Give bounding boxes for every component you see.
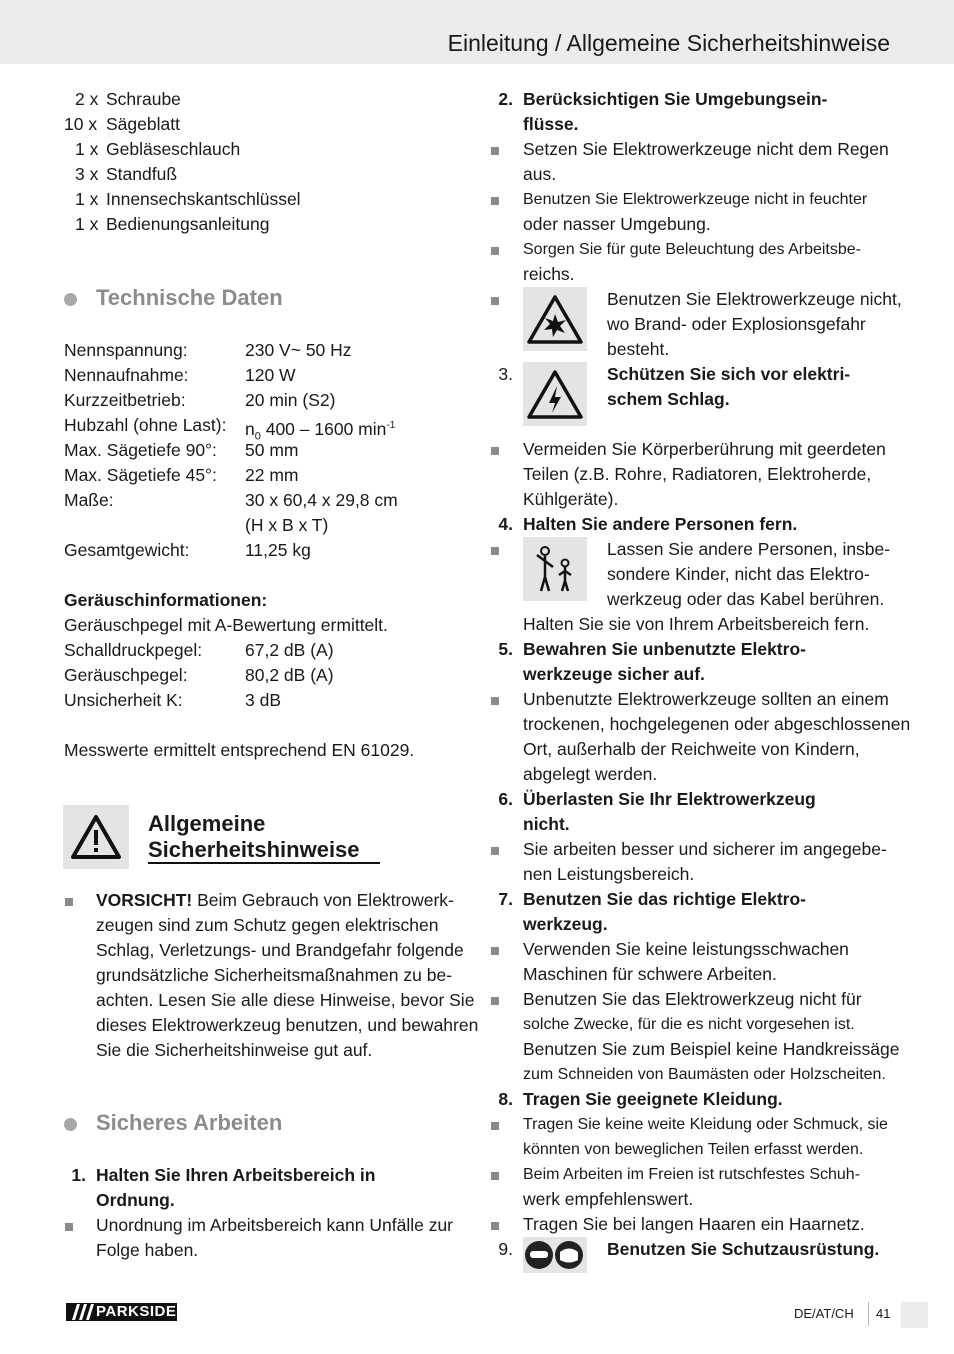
spec-label: Hubzahl (ohne Last): — [64, 415, 227, 435]
spec-value: 30 x 60,4 x 29,8 cm — [245, 490, 398, 510]
bullet-text: zum Schneiden von Baumästen oder Holzscheiten. — [523, 1066, 886, 1083]
bullet-icon — [491, 1122, 499, 1130]
bullet-text: trockenen, hochgelegenen oder abgeschlossenen — [523, 714, 911, 734]
item-heading: schem Schlag. — [607, 389, 730, 409]
caution-line: achten. Lesen Sie alle diese Hinweise, bevor Sie — [96, 990, 475, 1010]
bullet-text: Tragen Sie bei langen Haaren ein Haarnetz. — [523, 1214, 865, 1234]
item-heading: flüsse. — [523, 114, 579, 134]
bullet-icon — [491, 997, 499, 1005]
item-number: 9. — [498, 1239, 513, 1259]
bullet-icon — [491, 147, 499, 155]
footer-divider — [868, 1302, 869, 1326]
caution-text: Beim Gebrauch von Elektrowerk- — [192, 890, 454, 910]
noise-value: 80,2 dB (A) — [245, 665, 334, 685]
bullet-text: Sorgen Sie für gute Beleuchtung des Arbeitsbe- — [523, 241, 861, 258]
item-heading: Halten Sie andere Personen fern. — [523, 514, 798, 534]
scope-item: Gebläseschlauch — [106, 139, 241, 159]
protective-equipment-icon — [523, 1237, 587, 1273]
item-heading: werkzeuge sicher auf. — [523, 664, 705, 684]
noise-label: Schalldruckpegel: — [64, 640, 203, 660]
noise-intro: Geräuschpegel mit A-Bewertung ermittelt. — [64, 615, 388, 635]
bullet-text: Teilen (z.B. Rohre, Radiatoren, Elektroherde, — [523, 464, 872, 484]
caution-line: Sie die Sicherheitshinweise gut auf. — [96, 1040, 373, 1060]
bullet-icon — [491, 1172, 499, 1180]
bullet-text: werkzeug oder das Kabel berühren. — [607, 589, 885, 609]
caution-line — [96, 888, 454, 913]
scope-qty: 1 x — [75, 214, 99, 234]
bullet-text: nen Leistungsbereich. — [523, 864, 695, 884]
spec-value: 120 W — [245, 365, 296, 385]
bullet-text: Verwenden Sie keine leistungsschwachen — [523, 939, 849, 959]
bullet-text: Kühlgeräte). — [523, 489, 619, 509]
item-heading: nicht. — [523, 814, 570, 834]
bullet-icon — [491, 697, 499, 705]
scope-qty: 3 x — [75, 164, 99, 184]
bullet-text: Unbenutzte Elektrowerkzeuge sollten an einem — [523, 689, 889, 709]
footer-lang: DE/AT/CH — [794, 1306, 854, 1321]
bullet-text: Ort, außerhalb der Reichweite von Kindern, — [523, 739, 860, 759]
bullet-text: Folge haben. — [96, 1240, 199, 1260]
bullet-text: Setzen Sie Elektrowerkzeuge nicht dem Regen — [523, 139, 889, 159]
item-heading: Tragen Sie geeignete Kleidung. — [523, 1089, 783, 1109]
page-header — [0, 0, 954, 64]
item-heading: werkzeug. — [523, 914, 608, 934]
keep-children-away-icon — [523, 537, 587, 601]
item-number: 3. — [498, 364, 513, 384]
caution-line: zeugen sind zum Schutz gegen elektrischen — [96, 915, 439, 935]
noise-label: Geräuschpegel: — [64, 665, 188, 685]
bullet-icon — [491, 947, 499, 955]
scope-item: Innensechskantschlüssel — [106, 189, 301, 209]
item-number: 2. — [498, 89, 513, 109]
scope-qty: 1 x — [75, 139, 99, 159]
spec-value: 50 mm — [245, 440, 299, 460]
scope-item: Standfuß — [106, 164, 178, 184]
bullet-text: Maschinen für schwere Arbeiten. — [523, 964, 777, 984]
logo-stripes-icon — [68, 1304, 94, 1320]
bullet-icon — [491, 1222, 499, 1230]
bullet-text: solche Zwecke, für die es nicht vorgesehen ist. — [523, 1016, 855, 1033]
bullet-text: könnten von beweglichen Teilen erfasst werden. — [523, 1141, 864, 1158]
spec-label: Max. Sägetiefe 90°: — [64, 440, 217, 460]
bullet-text: reichs. — [523, 264, 575, 284]
section-bullet-icon — [64, 293, 77, 306]
item-number: 4. — [498, 514, 513, 534]
scope-qty: 10 x — [64, 114, 98, 134]
bullet-text: Halten Sie sie von Ihrem Arbeitsbereich fern. — [523, 614, 870, 634]
spec-label: Max. Sägetiefe 45°: — [64, 465, 217, 485]
noise-heading: Geräuschinformationen: — [64, 590, 268, 610]
item-heading: Benutzen Sie das richtige Elektro- — [523, 889, 806, 909]
item-heading: Benutzen Sie Schutzausrüstung. — [607, 1239, 880, 1259]
bullet-text: Benutzen Sie Elektrowerkzeuge nicht in feuchter — [523, 191, 868, 208]
spec-value-pre: n — [245, 418, 255, 439]
bullet-text: Lassen Sie andere Personen, insbe- — [607, 539, 891, 559]
bullet-text: Vermeiden Sie Körperberührung mit geerdeten — [523, 439, 886, 459]
bullet-text: wo Brand- oder Explosionsgefahr — [607, 314, 866, 334]
spec-value: 20 min (S2) — [245, 390, 336, 410]
bullet-text: Beim Arbeiten im Freien ist rutschfestes Schuh- — [523, 1166, 861, 1183]
scope-qty: 1 x — [75, 189, 99, 209]
spec-value: (H x B x T) — [245, 515, 329, 535]
scope-item: Schraube — [106, 89, 181, 109]
bullet-icon — [491, 847, 499, 855]
bullet-icon — [491, 547, 499, 555]
bullet-icon — [491, 247, 499, 255]
item-number: 8. — [498, 1089, 513, 1109]
bullet-text: abgelegt werden. — [523, 764, 658, 784]
warning-triangle-icon — [63, 805, 129, 869]
item-number: 6. — [498, 789, 513, 809]
bullet-text: Benutzen Sie das Elektrowerkzeug nicht für — [523, 989, 862, 1009]
page-title: Einleitung / Allgemeine Sicherheitshinweise — [447, 30, 890, 56]
noise-value: 67,2 dB (A) — [245, 640, 334, 660]
spec-label: Kurzzeitbetrieb: — [64, 390, 186, 410]
spec-value-sub: 0 — [254, 430, 261, 443]
page-number: 41 — [876, 1306, 891, 1321]
item-heading: Bewahren Sie unbenutzte Elektro- — [523, 639, 806, 659]
scope-item: Bedienungsanleitung — [106, 214, 270, 234]
section-heading-general: Allgemeine — [148, 811, 266, 836]
bullet-icon — [491, 297, 499, 305]
section-heading-technical: Technische Daten — [96, 285, 283, 310]
bullet-icon — [65, 1223, 73, 1231]
spec-label: Nennaufnahme: — [64, 365, 189, 385]
section-bullet-icon — [64, 1118, 77, 1131]
item-heading: Halten Sie Ihren Arbeitsbereich in — [96, 1165, 376, 1185]
spec-value-sup: -1 — [386, 420, 396, 431]
noise-label: Unsicherheit K: — [64, 690, 183, 710]
bullet-text: besteht. — [607, 339, 670, 359]
bullet-text: Tragen Sie keine weite Kleidung oder Schmuck, sie — [523, 1116, 888, 1133]
scope-item: Sägeblatt — [106, 114, 180, 134]
spec-label: Gesamtgewicht: — [64, 540, 190, 560]
item-heading: Überlasten Sie Ihr Elektrowerkzeug — [523, 789, 816, 809]
caution-label: VORSICHT! — [96, 890, 193, 910]
item-number: 1. — [71, 1165, 86, 1185]
spec-value: 11,25 kg — [245, 540, 311, 560]
bullet-icon — [65, 898, 73, 906]
footer-box — [901, 1302, 928, 1328]
spec-value-main: 400 – 1600 min — [260, 418, 387, 439]
caution-line: Schlag, Verletzungs- und Brandgefahr folgende — [96, 940, 464, 960]
item-number: 7. — [498, 889, 513, 909]
bullet-text: aus. — [523, 164, 557, 184]
section-heading-safe-work: Sicheres Arbeiten — [96, 1110, 283, 1135]
section-heading-general-2: Sicherheitshinweise — [148, 837, 360, 862]
bullet-text: werk empfehlenswert. — [523, 1189, 694, 1209]
item-heading: Ordnung. — [96, 1190, 175, 1210]
explosion-icon — [523, 287, 587, 351]
spec-value: 230 V~ 50 Hz — [245, 340, 352, 360]
item-number: 5. — [498, 639, 513, 659]
measurement-note: Messwerte ermittelt entsprechend EN 61029. — [64, 740, 415, 760]
spec-label: Maße: — [64, 490, 114, 510]
item-heading: Berücksichtigen Sie Umgebungsein- — [523, 89, 828, 109]
spec-label: Nennspannung: — [64, 340, 188, 360]
bullet-text: oder nasser Umgebung. — [523, 214, 711, 234]
bullet-text: Unordnung im Arbeitsbereich kann Unfälle zur — [96, 1215, 453, 1235]
scope-qty: 2 x — [75, 89, 99, 109]
bullet-text: Benutzen Sie zum Beispiel keine Handkreissäge — [523, 1039, 900, 1059]
caution-line: grundsätzliche Sicherheitsmaßnahmen zu be- — [96, 965, 453, 985]
caution-line: dieses Elektrowerkzeug benutzen, und bewahren — [96, 1015, 479, 1035]
bullet-text: Sie arbeiten besser und sicherer im angegebe- — [523, 839, 887, 859]
bullet-text: sondere Kinder, nicht das Elektro- — [607, 564, 870, 584]
spec-value: 22 mm — [245, 465, 299, 485]
heading-underline — [148, 862, 380, 864]
electric-shock-icon — [523, 362, 587, 426]
brand-name: PARKSIDE — [96, 1303, 177, 1320]
item-heading: Schützen Sie sich vor elektri- — [607, 364, 851, 384]
bullet-text: Benutzen Sie Elektrowerkzeuge nicht, — [607, 289, 902, 309]
bullet-icon — [491, 447, 499, 455]
bullet-icon — [491, 197, 499, 205]
noise-value: 3 dB — [245, 690, 281, 710]
brand-logo — [66, 1303, 177, 1321]
